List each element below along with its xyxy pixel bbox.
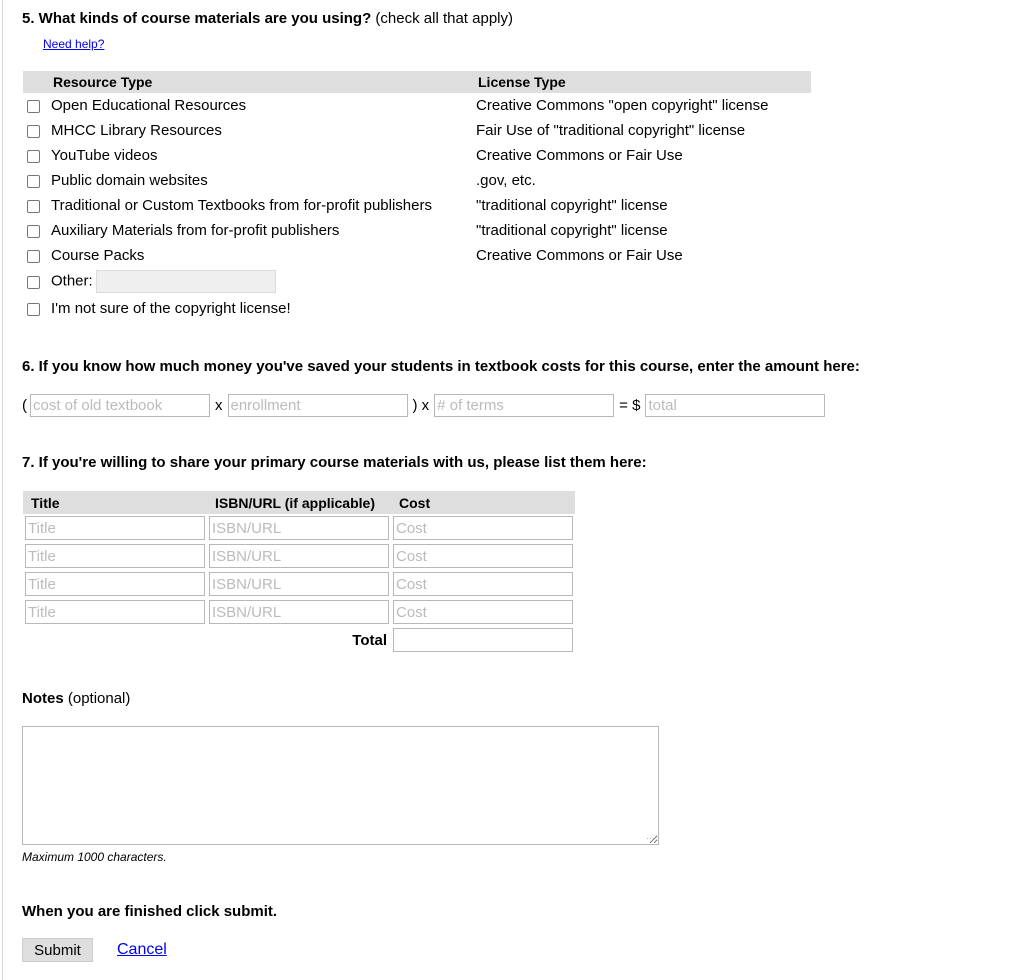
resource-checkbox-library[interactable]	[27, 125, 40, 138]
submit-button[interactable]: Submit	[22, 938, 93, 962]
license-label: "traditional copyright" license	[476, 222, 668, 239]
other-label: Other:	[51, 272, 93, 290]
license-type-header: License Type	[472, 71, 811, 93]
resource-label: Traditional or Custom Textbooks from for-profit publishers	[51, 197, 432, 214]
finish-instruction: When you are finished click submit.	[22, 903, 278, 920]
notes-textarea[interactable]	[22, 726, 659, 845]
resource-label: MHCC Library Resources	[51, 122, 222, 139]
resource-checkbox-not-sure[interactable]	[27, 303, 40, 316]
resource-row	[23, 118, 811, 143]
license-label: Fair Use of "traditional copyright" license	[476, 122, 746, 139]
material-isbn-input[interactable]	[209, 544, 389, 568]
question-6-heading	[22, 358, 860, 375]
resource-row	[23, 218, 811, 243]
resource-checkbox-youtube[interactable]	[27, 150, 40, 163]
multiply-sign: x	[215, 397, 223, 414]
question-5-heading	[22, 10, 513, 27]
materials-total-row	[23, 626, 575, 654]
materials-total-input[interactable]	[393, 628, 573, 652]
question-6-title: 6. If you know how much money you've saved your students in textbook costs for this course, enter the amount here:	[22, 358, 860, 375]
resource-row-other	[23, 268, 811, 295]
resize-grip-icon[interactable]: ⋯	[646, 833, 655, 843]
materials-total-label: Total	[352, 631, 387, 649]
resource-label: Open Educational Resources	[51, 97, 247, 114]
resource-checkbox-course-packs[interactable]	[27, 250, 40, 263]
open-paren: (	[22, 397, 27, 414]
resource-label: YouTube videos	[51, 147, 158, 164]
material-cost-input[interactable]	[393, 544, 573, 568]
resource-label: Course Packs	[51, 247, 145, 264]
notes-heading	[22, 690, 130, 707]
license-label: "traditional copyright" license	[476, 197, 668, 214]
license-label: Creative Commons "open copyright" license	[476, 97, 769, 114]
title-column-header: Title	[23, 491, 207, 514]
resource-checkbox-oer[interactable]	[27, 100, 40, 113]
other-input[interactable]	[96, 270, 276, 293]
materials-table-header	[23, 491, 575, 514]
savings-total-input[interactable]	[645, 394, 825, 417]
material-title-input[interactable]	[25, 516, 205, 540]
cancel-link[interactable]: Cancel	[117, 941, 167, 958]
material-row	[23, 542, 575, 570]
resource-label: Public domain websites	[51, 172, 208, 189]
course-materials-table	[23, 491, 575, 654]
material-row	[23, 514, 575, 542]
max-characters-note: Maximum 1000 characters.	[22, 850, 167, 864]
resource-type-header: Resource Type	[47, 71, 472, 93]
resource-checkbox-public-domain[interactable]	[27, 175, 40, 188]
resource-row-not-sure	[23, 295, 811, 322]
resource-checkbox-auxiliary[interactable]	[27, 225, 40, 238]
old-textbook-cost-input[interactable]	[30, 394, 210, 417]
resource-label: Auxiliary Materials from for-profit publishers	[51, 222, 340, 239]
material-title-input[interactable]	[25, 572, 205, 596]
question-5-title: 5. What kinds of course materials are you using?	[22, 10, 372, 27]
resource-table-header	[23, 71, 811, 93]
savings-calculator	[22, 394, 825, 417]
resource-row	[23, 143, 811, 168]
license-label: .gov, etc.	[476, 172, 536, 189]
question-5-hint: (check all that apply)	[371, 10, 513, 27]
enrollment-input[interactable]	[228, 394, 408, 417]
resource-checkbox-other[interactable]	[27, 276, 40, 289]
page-left-border	[2, 0, 3, 980]
resource-checkbox-textbooks[interactable]	[27, 200, 40, 213]
material-isbn-input[interactable]	[209, 516, 389, 540]
resource-row	[23, 193, 811, 218]
license-label: Creative Commons or Fair Use	[476, 147, 683, 164]
material-title-input[interactable]	[25, 600, 205, 624]
isbn-column-header: ISBN/URL (if applicable)	[207, 491, 391, 514]
close-paren-multiply: ) x	[412, 397, 430, 414]
need-help-link[interactable]: Need help?	[43, 37, 105, 51]
material-cost-input[interactable]	[393, 516, 573, 540]
resource-row	[23, 93, 811, 118]
not-sure-label: I'm not sure of the copyright license!	[51, 300, 291, 317]
material-title-input[interactable]	[25, 544, 205, 568]
equals-dollar: = $	[619, 397, 641, 414]
question-7-title: 7. If you're willing to share your primary course materials with us, please list them here:	[22, 454, 647, 471]
cost-column-header: Cost	[391, 491, 575, 514]
resource-row	[23, 243, 811, 268]
terms-input[interactable]	[434, 394, 614, 417]
resource-row	[23, 168, 811, 193]
question-7-heading	[22, 454, 647, 471]
material-row	[23, 570, 575, 598]
material-cost-input[interactable]	[393, 600, 573, 624]
notes-label: Notes	[22, 690, 64, 707]
material-row	[23, 598, 575, 626]
notes-optional: (optional)	[63, 690, 131, 707]
material-cost-input[interactable]	[393, 572, 573, 596]
checkbox-column-header	[23, 71, 47, 93]
material-isbn-input[interactable]	[209, 600, 389, 624]
material-isbn-input[interactable]	[209, 572, 389, 596]
resource-type-table	[23, 71, 811, 322]
license-label: Creative Commons or Fair Use	[476, 247, 683, 264]
